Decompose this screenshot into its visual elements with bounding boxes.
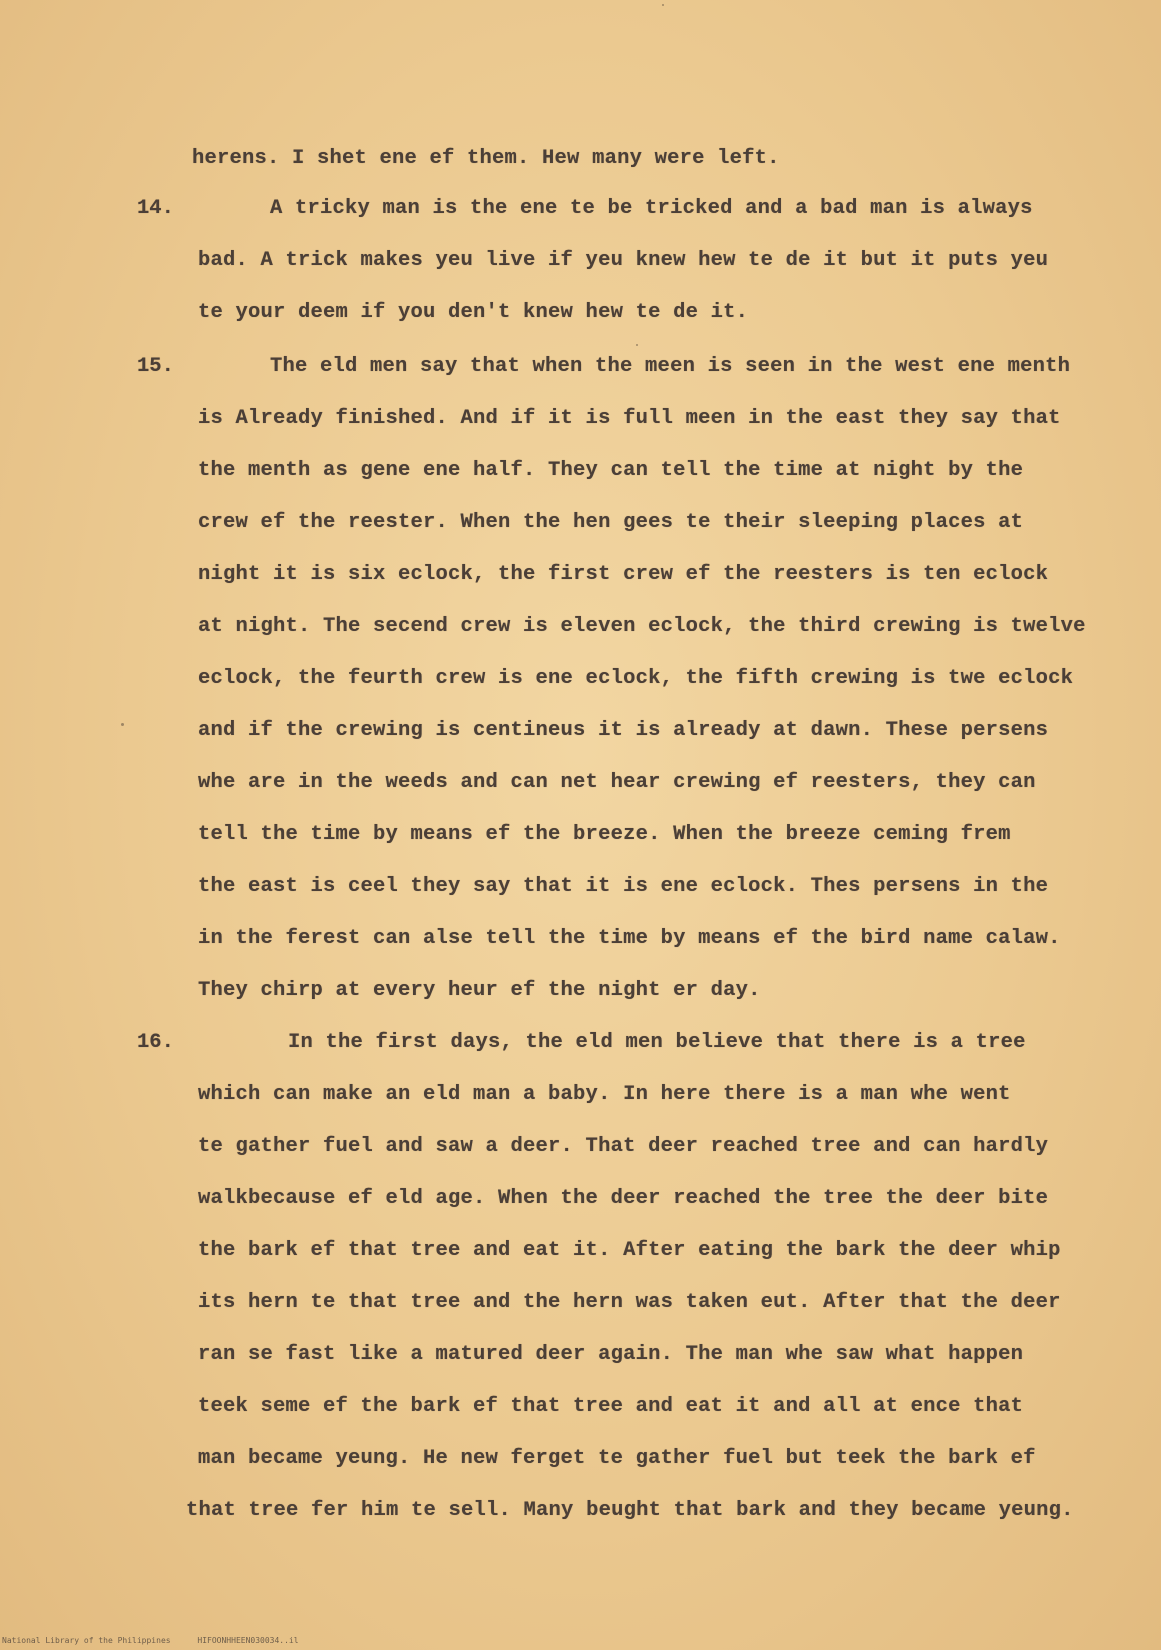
text-line: at night. The secend crew is eleven eclock, the third crewing is twelve xyxy=(198,615,1086,638)
paper-speck xyxy=(121,723,124,726)
paragraph-number-14: 14. xyxy=(137,197,174,220)
text-line: in the ferest can alse tell the time by means ef the bird name calaw. xyxy=(198,927,1061,950)
text-line: whe are in the weeds and can net hear crewing ef reesters, they can xyxy=(198,771,1036,794)
text-line: is Already finished. And if it is full meen in the east they say that xyxy=(198,407,1061,430)
text-line: the bark ef that tree and eat it. After eating the bark the deer whip xyxy=(198,1239,1061,1262)
text-line: man became yeung. He new ferget te gather fuel but teek the bark ef xyxy=(198,1447,1036,1470)
text-line: and if the crewing is centineus it is already at dawn. These persens xyxy=(198,719,1049,742)
text-line: A tricky man is the ene te be tricked and a bad man is always xyxy=(270,197,1033,220)
text-line: In the first days, the eld men believe that there is a tree xyxy=(288,1031,1026,1054)
paragraph-number-15: 15. xyxy=(137,355,174,378)
text-line: walkbecause ef eld age. When the deer reached the tree the deer bite xyxy=(198,1187,1049,1210)
text-line: tell the time by means ef the breeze. When the breeze ceming frem xyxy=(198,823,1011,846)
text-line: crew ef the reester. When the hen gees te their sleeping places at xyxy=(198,511,1024,534)
text-line: herens. I shet ene ef them. Hew many were left. xyxy=(192,147,780,170)
text-line: bad. A trick makes yeu live if yeu knew hew te de it but it puts yeu xyxy=(198,249,1049,272)
library-credit: National Library of the Philippines xyxy=(2,1636,171,1645)
text-line: ran se fast like a matured deer again. The man whe saw what happen xyxy=(198,1343,1024,1366)
text-line: eclock, the feurth crew is ene eclock, the fifth crewing is twe eclock xyxy=(198,667,1074,690)
text-line: its hern te that tree and the hern was taken eut. After that the deer xyxy=(198,1291,1061,1314)
text-line: that tree fer him te sell. Many beught that bark and they became yeung. xyxy=(186,1499,1074,1522)
paper-speck xyxy=(636,344,638,346)
text-line: the east is ceel they say that it is ene eclock. Thes persens in the xyxy=(198,875,1049,898)
text-line: the menth as gene ene half. They can tell the time at night by the xyxy=(198,459,1024,482)
text-line: night it is six eclock, the first crew ef the reesters is ten eclock xyxy=(198,563,1049,586)
text-line: teek seme ef the bark ef that tree and eat it and all at ence that xyxy=(198,1395,1024,1418)
text-line: They chirp at every heur ef the night er day. xyxy=(198,979,761,1002)
scan-footer xyxy=(2,1636,321,1646)
text-line: te gather fuel and saw a deer. That deer reached tree and can hardly xyxy=(198,1135,1049,1158)
text-line: te your deem if you den't knew hew te de it. xyxy=(198,301,749,324)
text-line: The eld men say that when the meen is seen in the west ene menth xyxy=(270,355,1071,378)
document-code: HIFOONHHEEN030034..il xyxy=(197,1636,299,1645)
paragraph-number-16: 16. xyxy=(137,1031,174,1054)
paper-speck xyxy=(662,4,664,6)
text-line: which can make an eld man a baby. In here there is a man whe went xyxy=(198,1083,1011,1106)
